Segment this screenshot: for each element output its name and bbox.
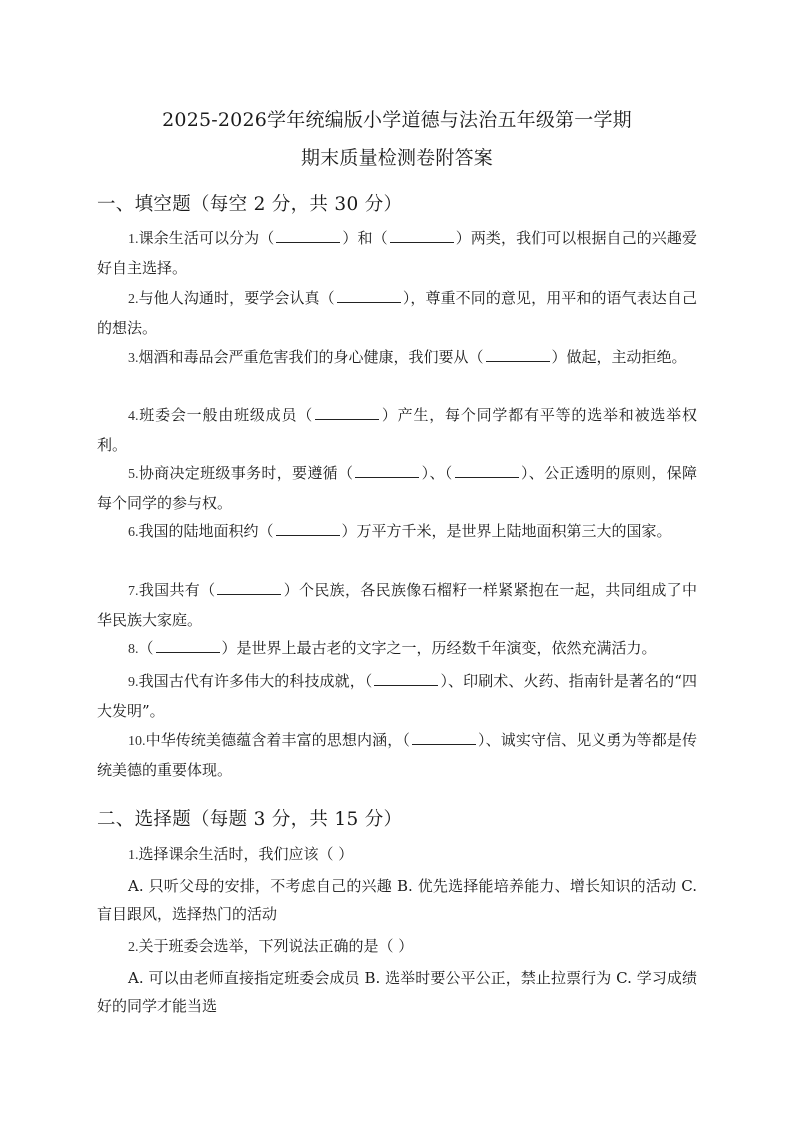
fill-question-5: 5.协商决定班级事务时，要遵循（ ）、（ ）、公正透明的原则，保障每个同学的参与权。 bbox=[97, 464, 697, 512]
answer-blank[interactable] bbox=[355, 463, 419, 478]
fill-question-2: 2.与他人沟通时，要学会认真（ ），尊重不同的意见，用平和的语气表达自己的想法。 bbox=[97, 289, 697, 337]
question-number: 1. bbox=[128, 848, 139, 863]
answer-blank[interactable] bbox=[276, 521, 340, 536]
fill-question-4: 4.班委会一般由班级成员（ ）产生，每个同学都有平等的选举和被选举权利。 bbox=[97, 406, 697, 454]
fill-question-9: 9.我国古代有许多伟大的科技成就，（ ）、印刷术、火药、指南针是著名的“四大发明”。 bbox=[97, 672, 697, 720]
question-number: 10. bbox=[128, 734, 146, 749]
document-title-line2: 期末质量检测卷附答案 bbox=[300, 147, 493, 169]
answer-blank[interactable] bbox=[455, 463, 519, 478]
section1-heading: 一、填空题（每空 2 分，共 30 分） bbox=[97, 194, 403, 215]
question-number: 2. bbox=[128, 940, 139, 955]
question-number: 1. bbox=[128, 232, 139, 247]
answer-blank[interactable] bbox=[315, 405, 379, 420]
question-number: 7. bbox=[128, 584, 139, 599]
document-title-line1: 2025-2026学年统编版小学道德与法治五年级第一学期 bbox=[162, 109, 632, 131]
choice-question-1-stem: 1.选择课余生活时，我们应该（ ） bbox=[128, 845, 354, 863]
choice-question-2-stem: 2.关于班委会选举，下列说法正确的是（ ） bbox=[128, 937, 414, 955]
question-number: 6. bbox=[128, 525, 139, 540]
question-number: 5. bbox=[128, 467, 139, 482]
choice-question-2-options: A. 可以由老师直接指定班委会成员 B. 选举时要公平公正，禁止拉票行为 C. 学习成绩好的同学才能当选 bbox=[97, 969, 697, 1015]
answer-blank[interactable] bbox=[337, 288, 401, 303]
fill-question-7: 7.我国共有（ ）个民族，各民族像石榴籽一样紧紧抱在一起，共同组成了中华民族大家庭。 bbox=[97, 581, 697, 629]
question-number: 9. bbox=[128, 675, 139, 690]
fill-question-1: 1.课余生活可以分为（ ）和（ ）两类，我们可以根据自己的兴趣爱好自主选择。 bbox=[97, 229, 697, 277]
answer-blank[interactable] bbox=[374, 671, 438, 686]
fill-question-8: 8.（ ）是世界上最古老的文字之一，历经数千年演变，依然充满活力。 bbox=[128, 639, 657, 657]
question-number: 4. bbox=[128, 409, 139, 424]
fill-question-10: 10.中华传统美德蕴含着丰富的思想内涵，（ ）、诚实守信、见义勇为等都是传统美德的重要体现。 bbox=[97, 731, 697, 779]
answer-blank[interactable] bbox=[412, 730, 476, 745]
answer-blank[interactable] bbox=[276, 228, 340, 243]
answer-blank[interactable] bbox=[156, 638, 220, 653]
answer-blank[interactable] bbox=[390, 228, 454, 243]
answer-blank[interactable] bbox=[486, 347, 550, 362]
question-number: 8. bbox=[128, 642, 139, 657]
fill-question-3: 3.烟酒和毒品会严重危害我们的身心健康，我们要从（ ）做起，主动拒绝。 bbox=[128, 348, 687, 366]
fill-question-6: 6.我国的陆地面积约（ ）万平方千米，是世界上陆地面积第三大的国家。 bbox=[128, 522, 672, 540]
question-number: 3. bbox=[128, 351, 139, 366]
choice-question-1-options: A. 只听父母的安排，不考虑自己的兴趣 B. 优先选择能培养能力、增长知识的活动 C. 盲目跟风，选择热门的活动 bbox=[97, 877, 697, 923]
answer-blank[interactable] bbox=[217, 580, 281, 595]
section2-heading: 二、选择题（每题 3 分，共 15 分） bbox=[97, 809, 403, 830]
question-number: 2. bbox=[128, 292, 139, 307]
